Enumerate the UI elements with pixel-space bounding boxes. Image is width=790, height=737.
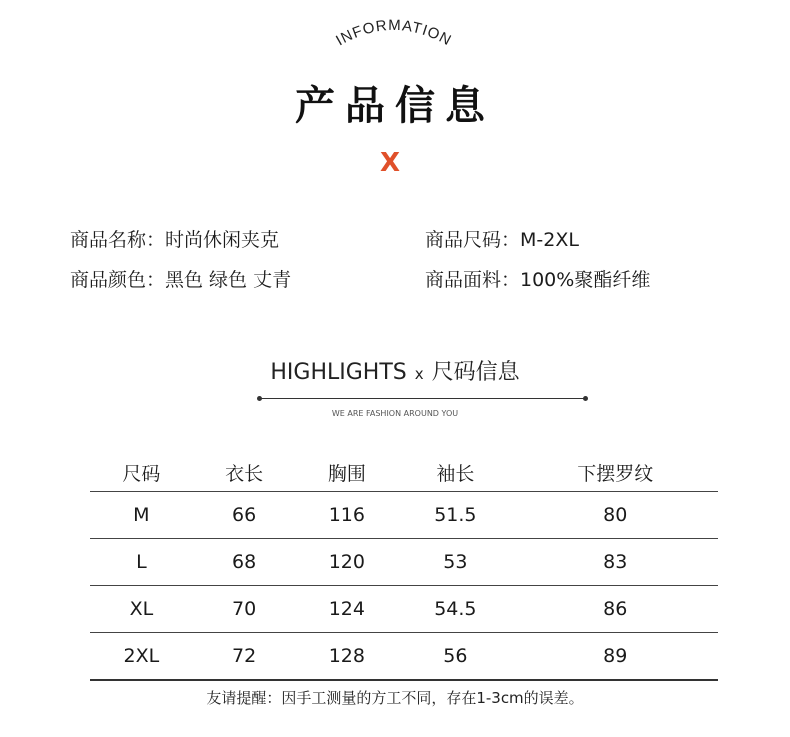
cell-sleeve: 51.5 [398,492,512,539]
cell-chest: 124 [295,586,398,633]
cell-chest: 116 [295,492,398,539]
cell-sleeve: 56 [398,633,512,681]
highlights-title-cn: 尺码信息 [431,360,520,385]
information-arc-text [0,0,790,80]
highlights-subtitle: WE ARE FASHION AROUND YOU [331,409,459,418]
cell-hem: 83 [513,539,718,586]
cell-hem: 86 [513,586,718,633]
header-hem: 下摆罗纹 [513,453,718,492]
cell-length: 68 [193,539,296,586]
cell-hem: 89 [513,633,718,681]
table-row [90,492,718,539]
cell-length: 66 [193,492,296,539]
header-sleeve: 袖长 [398,453,512,492]
table-row [90,586,718,633]
cell-size: M [90,492,193,539]
cell-chest: 128 [295,633,398,681]
cell-size: L [90,539,193,586]
svg-text:INFORMATION [333,17,454,50]
cell-hem: 80 [513,492,718,539]
product-fabric: 商品面料：100%聚酯纤维 [425,269,651,291]
highlights-separator: x [414,365,424,383]
cell-length: 72 [193,633,296,681]
highlights-divider [260,398,586,399]
product-color: 商品颜色：黑色 绿色 丈青 [70,269,292,291]
arc-text-path: INFORMATION [333,16,455,50]
header-size: 尺码 [90,453,193,492]
measurement-note: 友请提醒：因手工测量的方工不同，存在1-3cm的误差。 [206,689,584,707]
page-title: 产品信息 [295,83,495,129]
size-table [90,453,718,681]
cell-length: 70 [193,586,296,633]
cell-size: XL [90,586,193,633]
cell-sleeve: 53 [398,539,512,586]
cell-size: 2XL [90,633,193,681]
table-row [90,539,718,586]
cell-chest: 120 [295,539,398,586]
cell-sleeve: 54.5 [398,586,512,633]
header-chest: 胸围 [295,453,398,492]
line-dot-right [583,396,588,401]
product-name: 商品名称：时尚休闲夹克 [70,229,280,251]
header-length: 衣长 [193,453,296,492]
x-decoration: X [380,148,401,178]
highlights-heading [0,355,790,386]
size-table-header-row [90,453,718,492]
product-size: 商品尺码：M-2XL [425,229,579,251]
highlights-title-en: HIGHLIGHTS [270,360,407,385]
table-row [90,633,718,681]
